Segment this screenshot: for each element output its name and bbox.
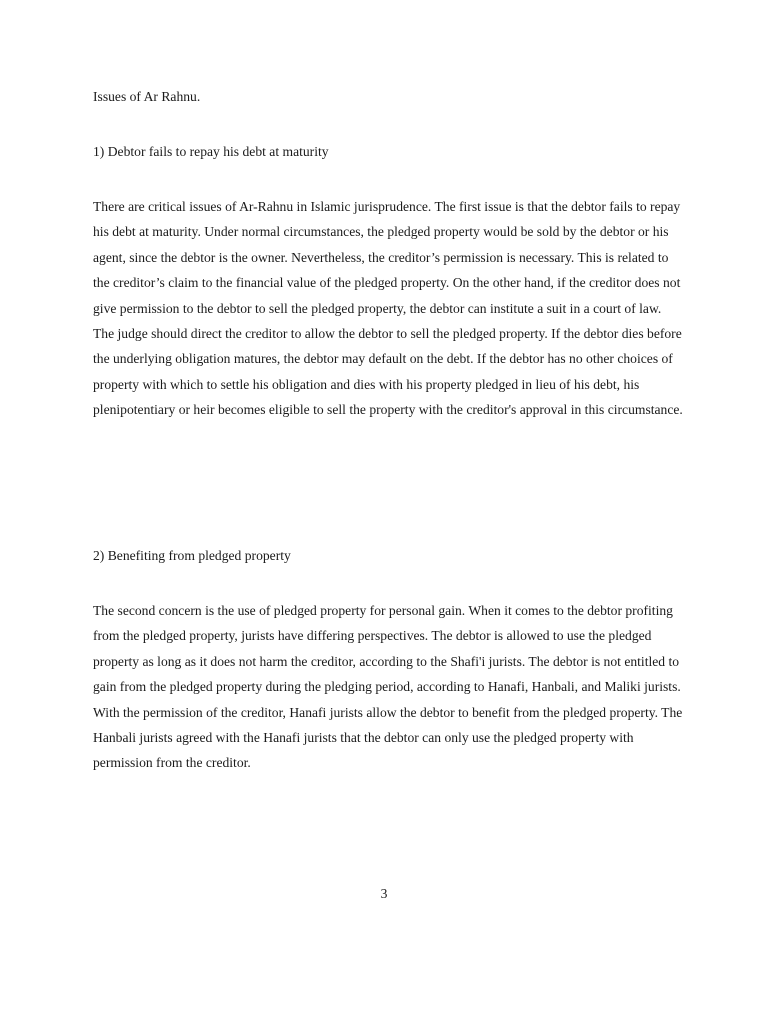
section-heading-2: 2) Benefiting from pledged property — [93, 548, 291, 563]
section-heading-1: 1) Debtor fails to repay his debt at maturity — [93, 144, 329, 159]
page-number: 3 — [380, 886, 388, 901]
section-body-1: There are critical issues of Ar-Rahnu in Islamic jurisprudence. The first issue is that the debtor fails to repay his debt at maturity. Under normal circumstances, the pledged property would be sold by the debtor or his agent, since the debtor is the owner. Nevertheless, the creditor’s permission is necessary. This is related to the creditor’s claim to the financial value of the pledged property. On the other hand, if the creditor does not give permission to the debtor to sell the pledged property, the debtor can institute a suit in a court of law. The judge should direct the creditor to allow the debtor to sell the pledged property. If the debtor dies before the underlying obligation matures, the debtor may default on the debt. If the debtor has no other choices of property with which to settle his obligation and dies with his property pledged in lieu of his debt, his plenipotentiary or heir becomes eligible to sell the property with the creditor's approval in this circumstance. — [93, 199, 683, 418]
section-body-2: The second concern is the use of pledged property for personal gain. When it comes to the debtor profiting from the pledged property, jurists have differing perspectives. The debtor is allowed to use the pledged property as long as it does not harm the creditor, according to the Shafi'i jurists. The debtor is not entitled to gain from the pledged property during the pledging period, according to Hanafi, Hanbali, and Maliki jurists. With the permission of the creditor, Hanafi jurists allow the debtor to benefit from the pledged property. The Hanbali jurists agreed with the Hanafi jurists that the debtor can only use the pledged property with permission from the creditor. — [93, 603, 683, 771]
document-title: Issues of Ar Rahnu. — [93, 89, 201, 104]
